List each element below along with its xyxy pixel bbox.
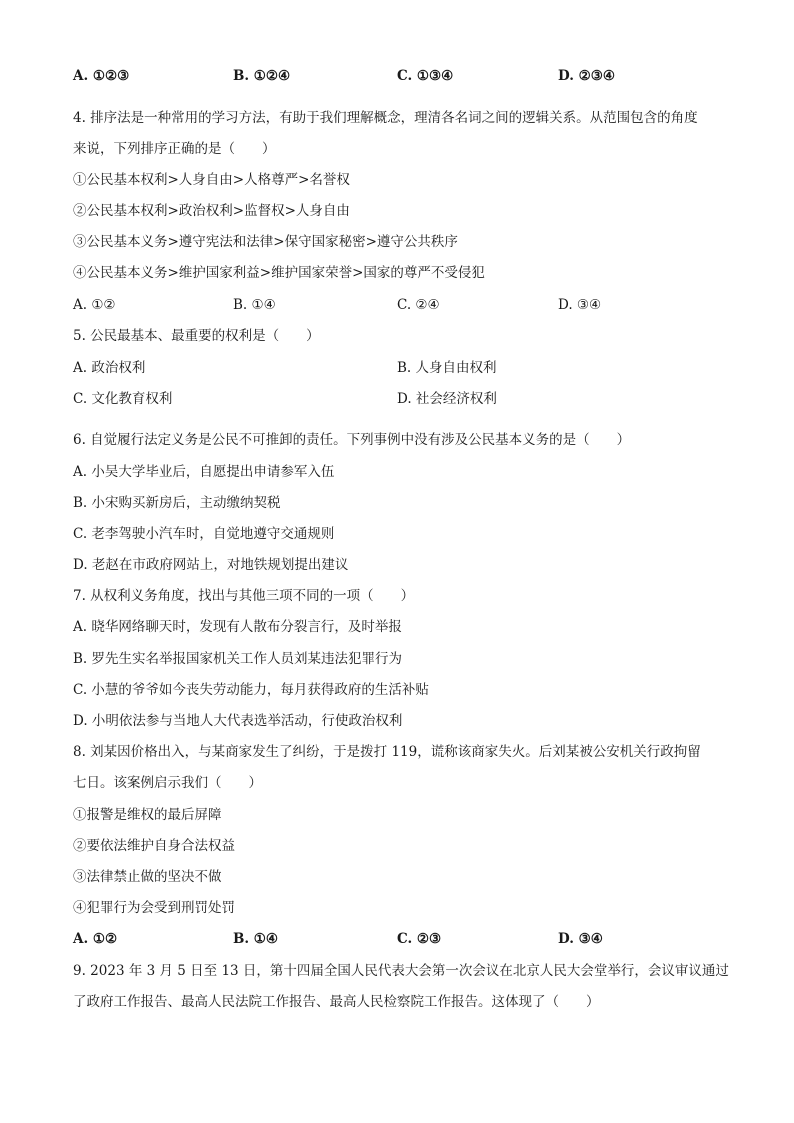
q3-option-a[interactable]: A. ①②③ <box>73 68 130 84</box>
q4-option-d[interactable]: D. ③④ <box>558 297 602 313</box>
q5-option-a[interactable]: A. 政治权利 <box>73 360 146 376</box>
q6-option-a[interactable]: A. 小吴大学毕业后，自愿提出申请参军入伍 <box>73 464 335 480</box>
q3-option-d[interactable]: D. ②③④ <box>558 68 615 84</box>
q8-option-c[interactable]: C. ②③ <box>397 931 442 947</box>
q5-options-row1 <box>73 358 733 378</box>
q8-option-a[interactable]: A. ①② <box>73 931 118 947</box>
q8-item-4: ④犯罪行为会受到刑罚处罚 <box>73 900 235 916</box>
q7-option-d[interactable]: D. 小明依法参与当地人大代表选举活动，行使政治权利 <box>73 713 403 729</box>
q4-item-4: ④公民基本义务>维护国家利益>维护国家荣誉>国家的尊严不受侵犯 <box>73 265 485 281</box>
q8-options <box>73 929 733 949</box>
q3-option-c[interactable]: C. ①③④ <box>397 68 454 84</box>
q3-option-b[interactable]: B. ①②④ <box>233 68 291 84</box>
q4-item-3: ③公民基本义务>遵守宪法和法律>保守国家秘密>遵守公共秩序 <box>73 234 458 250</box>
q5-option-b[interactable]: B. 人身自由权利 <box>397 360 497 376</box>
q3-options <box>73 66 733 86</box>
q8-item-2: ②要依法维护自身合法权益 <box>73 838 235 854</box>
q4-item-1: ①公民基本权利>人身自由>人格尊严>名誉权 <box>73 172 350 188</box>
q7-option-c[interactable]: C. 小慧的爷爷如今丧失劳动能力，每月获得政府的生活补贴 <box>73 682 429 698</box>
q8-stem-line1: 8. 刘某因价格出入，与某商家发生了纠纷，于是拨打 119，谎称该商家失火。后刘某被公安机关行政拘留 <box>73 744 701 760</box>
q5-options-row2 <box>73 389 733 409</box>
q4-stem-line2: 来说，下列排序正确的是（ ） <box>73 141 276 157</box>
q4-options <box>73 295 733 315</box>
q5-option-d[interactable]: D. 社会经济权利 <box>397 391 497 407</box>
q7-option-b[interactable]: B. 罗先生实名举报国家机关工作人员刘某违法犯罪行为 <box>73 651 403 667</box>
q7-option-a[interactable]: A. 晓华网络聊天时，发现有人散布分裂言行，及时举报 <box>73 619 402 635</box>
q5-stem: 5. 公民最基本、最重要的权利是（ ） <box>73 328 320 344</box>
q4-option-a[interactable]: A. ①② <box>73 297 116 313</box>
q8-option-b[interactable]: B. ①④ <box>233 931 279 947</box>
q8-stem-line2: 七日。该案例启示我们（ ） <box>73 775 262 791</box>
q4-stem-line1: 4. 排序法是一种常用的学习方法，有助于我们理解概念，理清各名词之间的逻辑关系。从范围包含的角度 <box>73 110 698 126</box>
q7-stem: 7. 从权利义务角度，找出与其他三项不同的一项（ ） <box>73 588 415 604</box>
q6-stem: 6. 自觉履行法定义务是公民不可推卸的责任。下列事例中没有涉及公民基本义务的是（ ） <box>73 432 631 448</box>
q4-item-2: ②公民基本权利>政治权利>监督权>人身自由 <box>73 203 350 219</box>
q6-option-b[interactable]: B. 小宋购买新房后，主动缴纳契税 <box>73 495 281 511</box>
q8-option-d[interactable]: D. ③④ <box>558 931 603 947</box>
q9-stem: 9. 2023 年 3 月 5 日至 13 日，第十四届全国人民代表大会第一次会议在北京人民大会堂举行，会议审议通过了政府工作报告、最高人民法院工作报告、最高人民检察院工作报告。这体现了（ ） <box>73 963 729 1010</box>
q8-item-1: ①报警是维权的最后屏障 <box>73 807 222 823</box>
q8-item-3: ③法律禁止做的坚决不做 <box>73 869 222 885</box>
q4-option-c[interactable]: C. ②④ <box>397 297 440 313</box>
q6-option-c[interactable]: C. 老李驾驶小汽车时，自觉地遵守交通规则 <box>73 526 335 542</box>
q4-option-b[interactable]: B. ①④ <box>233 297 276 313</box>
q6-option-d[interactable]: D. 老赵在市政府网站上，对地铁规划提出建议 <box>73 557 349 573</box>
q5-option-c[interactable]: C. 文化教育权利 <box>73 391 173 407</box>
